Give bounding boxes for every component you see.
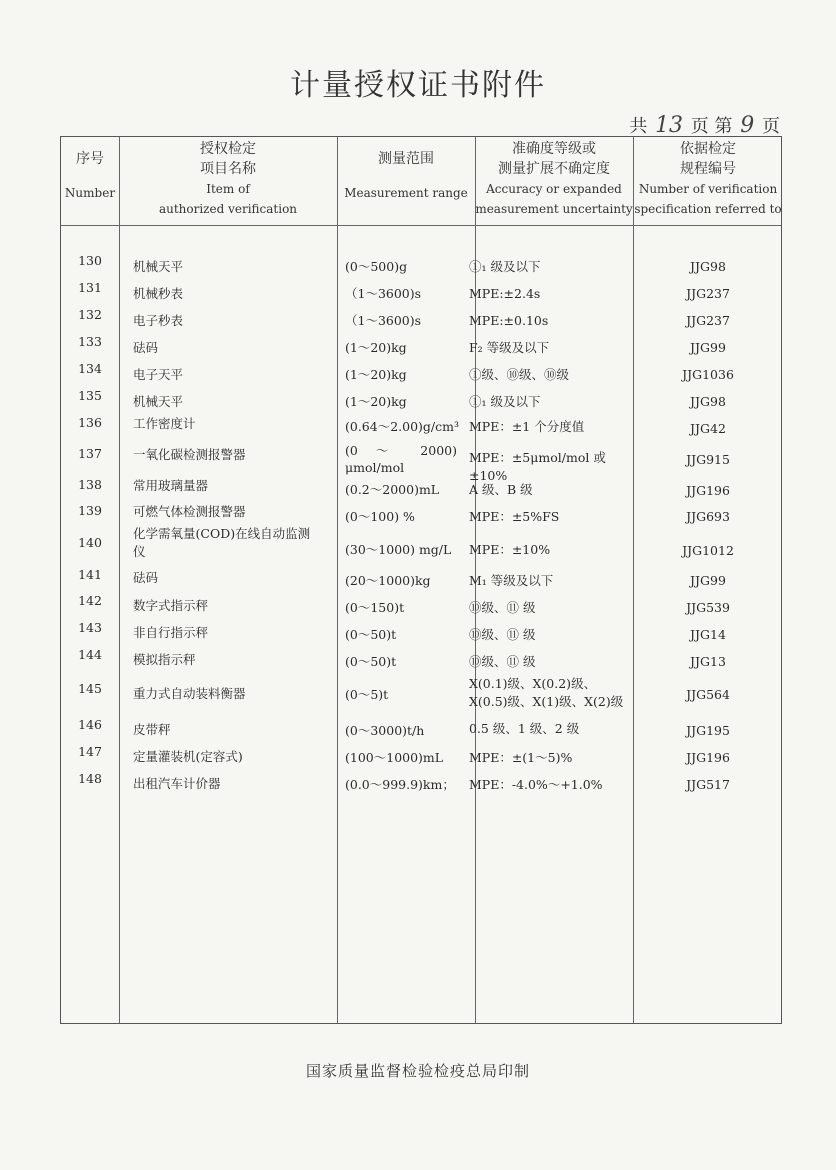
- row-number: 148: [78, 771, 102, 786]
- row-spec: JJG98: [690, 394, 726, 409]
- row-item-name: 模拟指示秤: [133, 652, 196, 667]
- row-item-name: 一氧化碳检测报警器: [133, 447, 246, 462]
- header-range: [337, 137, 475, 237]
- header-spec-en2: specification referred to: [634, 202, 782, 216]
- row-accuracy: MPE：±5%FS: [469, 509, 560, 524]
- row-accuracy: MPE：±10%: [469, 542, 551, 557]
- row-range: (0～500)g: [345, 259, 408, 274]
- header-spec-zh2: 规程编号: [680, 161, 736, 177]
- row-accuracy: F₂ 等级及以下: [469, 340, 550, 355]
- row-range: (0～150)t: [345, 600, 405, 615]
- row-number: 147: [78, 744, 102, 759]
- header-item-zh2: 项目名称: [200, 161, 256, 177]
- row-item-name: 工作密度计: [133, 416, 196, 431]
- column-divider: [119, 137, 120, 1023]
- header-accuracy-zh1: 准确度等级或: [512, 141, 596, 157]
- row-item-name: 重力式自动装料衡器: [133, 686, 246, 701]
- row-item-name: 可燃气体检测报警器: [133, 504, 246, 519]
- row-number: 142: [78, 593, 102, 608]
- row-number: 132: [78, 307, 102, 322]
- row-range: (20～1000)kg: [345, 573, 431, 588]
- header-item-en2: authorized verification: [158, 202, 298, 216]
- row-item-name: 电子天平: [133, 367, 184, 382]
- header-range-zh: 测量范围: [378, 151, 434, 167]
- row-range: (0.0～999.9)km；: [345, 777, 455, 792]
- header-number-zh: 序号: [76, 151, 104, 167]
- row-spec: JJG564: [686, 687, 730, 702]
- header-number-en: Number: [64, 186, 116, 200]
- row-range: (0～50)t: [345, 627, 397, 642]
- row-spec: JJG13: [690, 654, 726, 669]
- row-spec: JJG42: [690, 421, 726, 436]
- row-item-name: 机械天平: [133, 259, 184, 274]
- row-number: 130: [78, 253, 102, 268]
- row-accuracy: 0.5 级、1 级、2 级: [469, 721, 580, 736]
- row-spec: JJG195: [686, 723, 730, 738]
- page-suffix: 页: [762, 116, 780, 137]
- row-item-name: 砝码: [133, 340, 159, 355]
- row-range: (0～100) %: [345, 509, 415, 524]
- row-accuracy: MPE：±1 个分度值: [469, 419, 585, 434]
- row-spec: JJG196: [686, 483, 730, 498]
- row-item-name: 定量灌装机(定容式): [133, 749, 243, 764]
- row-number: 138: [78, 477, 102, 492]
- row-range: (1～20)kg: [345, 394, 407, 409]
- row-spec: JJG1012: [682, 543, 734, 558]
- row-spec: JJG237: [686, 286, 730, 301]
- row-item-name: 出租汽车计价器: [133, 776, 221, 791]
- row-item-name: 数字式指示秤: [133, 598, 209, 613]
- row-item-name: 机械天平: [133, 394, 184, 409]
- row-accuracy: ⑩级、⑪ 级: [469, 654, 536, 669]
- row-range: (0 ～ 2000) μmol/mol: [345, 443, 457, 475]
- row-accuracy: ①₁ 级及以下: [469, 394, 541, 409]
- document-title: 计量授权证书附件: [290, 68, 546, 103]
- row-accuracy: MPE:±0.10s: [469, 313, 549, 328]
- header-item: [119, 137, 337, 227]
- page-mid: 页 第: [690, 116, 733, 137]
- row-accuracy: X(0.1)级、X(0.2)级、X(0.5)级、X(1)级、X(2)级: [469, 676, 624, 709]
- row-number: 146: [78, 717, 102, 732]
- row-item-name: 机械秒表: [133, 286, 184, 301]
- row-item-name: 非自行指示秤: [133, 625, 209, 640]
- row-number: 145: [78, 681, 102, 696]
- page-prefix: 共: [629, 116, 648, 137]
- header-accuracy-en2: measurement uncertainty: [475, 202, 633, 216]
- header-accuracy: [475, 137, 633, 227]
- header-item-zh1: 授权检定: [200, 141, 256, 157]
- row-accuracy: MPE：±(1～5)%: [469, 750, 573, 765]
- row-spec: JJG915: [686, 452, 730, 467]
- row-number: 139: [78, 503, 102, 518]
- row-spec: JJG98: [690, 259, 726, 274]
- row-accuracy: ①级、⑩级、⑩级: [469, 367, 570, 382]
- row-item-name: 常用玻璃量器: [133, 478, 209, 493]
- page-current: 9: [740, 113, 755, 138]
- row-spec: JJG196: [686, 750, 730, 765]
- header-item-en1: Item of: [206, 182, 250, 196]
- row-spec: JJG693: [686, 509, 730, 524]
- row-range: （1～3600)s: [345, 313, 422, 328]
- row-number: 141: [78, 567, 102, 582]
- row-accuracy: ⑩级、⑪ 级: [469, 627, 536, 642]
- header-number: [61, 137, 119, 237]
- page-count: [629, 112, 780, 138]
- row-number: 136: [78, 415, 102, 430]
- header-spec-en1: Number of verification: [638, 182, 778, 196]
- row-item-name: 电子秒表: [133, 313, 184, 328]
- header-accuracy-zh2: 测量扩展不确定度: [498, 161, 610, 177]
- authorization-table: [60, 136, 782, 1024]
- row-number: 143: [78, 620, 102, 635]
- row-spec: JJG237: [686, 313, 730, 328]
- row-spec: JJG14: [690, 627, 726, 642]
- row-spec: JJG517: [686, 777, 730, 792]
- row-item-name: 皮带秤: [133, 722, 171, 737]
- row-spec: JJG99: [690, 573, 726, 588]
- row-range: (100～1000)mL: [345, 750, 444, 765]
- row-accuracy: MPE：±5μmol/mol 或±10%: [469, 450, 606, 483]
- row-number: 144: [78, 647, 102, 662]
- row-range: (1～20)kg: [345, 340, 407, 355]
- row-range: (0～5)t: [345, 687, 389, 702]
- row-accuracy: M₁ 等级及以下: [469, 573, 554, 588]
- row-accuracy: A 级、B 级: [469, 482, 533, 497]
- row-range: (30～1000) mg/L: [345, 542, 452, 557]
- row-range: （1～3600)s: [345, 286, 422, 301]
- header-accuracy-en1: Accuracy or expanded: [486, 182, 622, 196]
- row-accuracy: ⑩级、⑪ 级: [469, 600, 536, 615]
- row-number: 137: [78, 446, 102, 461]
- row-number: 134: [78, 361, 102, 376]
- row-range: (0～50)t: [345, 654, 397, 669]
- row-range: (0～3000)t/h: [345, 723, 425, 738]
- row-range: (1～20)kg: [345, 367, 407, 382]
- footer-printer: 国家质量监督检验检疫总局印制: [305, 1062, 530, 1080]
- row-spec: JJG539: [686, 600, 730, 615]
- row-item-name: 化学需氧量(COD)在线自动监测仪: [133, 526, 311, 559]
- row-spec: JJG99: [690, 340, 726, 355]
- row-accuracy: MPE：-4.0%～+1.0%: [469, 777, 603, 792]
- row-number: 135: [78, 388, 102, 403]
- row-accuracy: MPE:±2.4s: [469, 286, 541, 301]
- header-range-en: Measurement range: [344, 186, 468, 200]
- row-range: (0.64～2.00)g/cm³: [345, 419, 459, 434]
- row-spec: JJG1036: [682, 367, 734, 382]
- header-spec: [633, 137, 783, 227]
- column-divider: [337, 137, 338, 1023]
- row-item-name: 砝码: [133, 570, 159, 585]
- page-total: 13: [655, 113, 684, 138]
- row-number: 133: [78, 334, 102, 349]
- row-accuracy: ①₁ 级及以下: [469, 259, 541, 274]
- row-number: 131: [78, 280, 102, 295]
- header-spec-zh1: 依据检定: [680, 141, 736, 157]
- row-range: (0.2～2000)mL: [345, 482, 440, 497]
- row-number: 140: [78, 535, 102, 550]
